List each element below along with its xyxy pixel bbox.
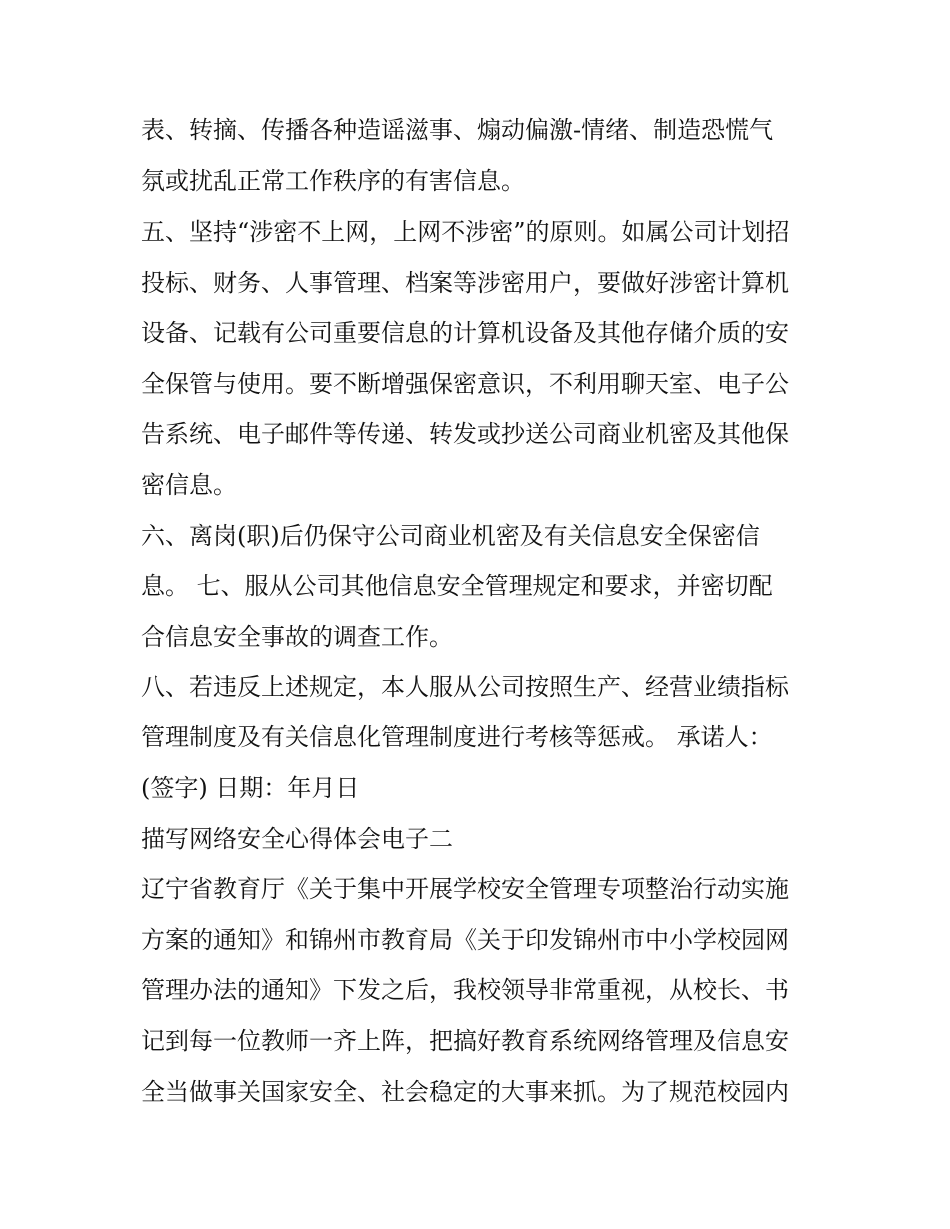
- text-line-8: 密信息。: [141, 471, 237, 499]
- text-line-14: (签字) 日期：年月日: [141, 774, 360, 802]
- text-line-11: 合信息安全事故的调查工作。: [141, 623, 453, 651]
- text-line-4: 投标、财务、人事管理、档案等涉密用户，要做好涉密计算机: [141, 269, 789, 297]
- text-line-9: 六、离岗(职)后仍保守公司商业机密及有关信息安全保密信: [141, 522, 760, 550]
- text-line-5: 设备、记载有公司重要信息的计算机设备及其他存储介质的安: [141, 319, 789, 347]
- text-line-18: 管理办法的通知》下发之后，我校领导非常重视，从校长、书: [141, 976, 789, 1004]
- text-line-12: 八、若违反上述规定，本人服从公司按照生产、经营业绩指标: [141, 673, 789, 701]
- text-line-7: 告系统、电子邮件等传递、转发或抄送公司商业机密及其他保: [141, 420, 789, 448]
- text-line-1: 表、转摘、传播各种造谣滋事、煽动偏激-情绪、制造恐慌气: [141, 116, 774, 144]
- text-line-13: 管理制度及有关信息化管理制度进行考核等惩戒。 承诺人：: [141, 723, 773, 751]
- text-line-2: 氛或扰乱正常工作秩序的有害信息。: [141, 167, 525, 195]
- text-line-20: 全当做事关国家安全、社会稳定的大事来抓。为了规范校园内: [141, 1078, 789, 1106]
- text-line-19: 记到每一位教师一齐上阵，把搞好教育系统网络管理及信息安: [141, 1027, 789, 1055]
- section-heading: 描写网络安全心得体会电子二: [141, 825, 453, 853]
- text-line-3: 五、坚持“涉密不上网，上网不涉密”的原则。如属公司计划招: [141, 218, 790, 246]
- text-line-17: 方案的通知》和锦州市教育局《关于印发锦州市中小学校园网: [141, 926, 789, 954]
- text-line-16: 辽宁省教育厅《关于集中开展学校安全管理专项整治行动实施: [141, 875, 789, 903]
- text-line-6: 全保管与使用。要不断增强保密意识，不利用聊天室、电子公: [141, 370, 789, 398]
- text-line-10: 息。 七、服从公司其他信息安全管理规定和要求，并密切配: [141, 572, 773, 600]
